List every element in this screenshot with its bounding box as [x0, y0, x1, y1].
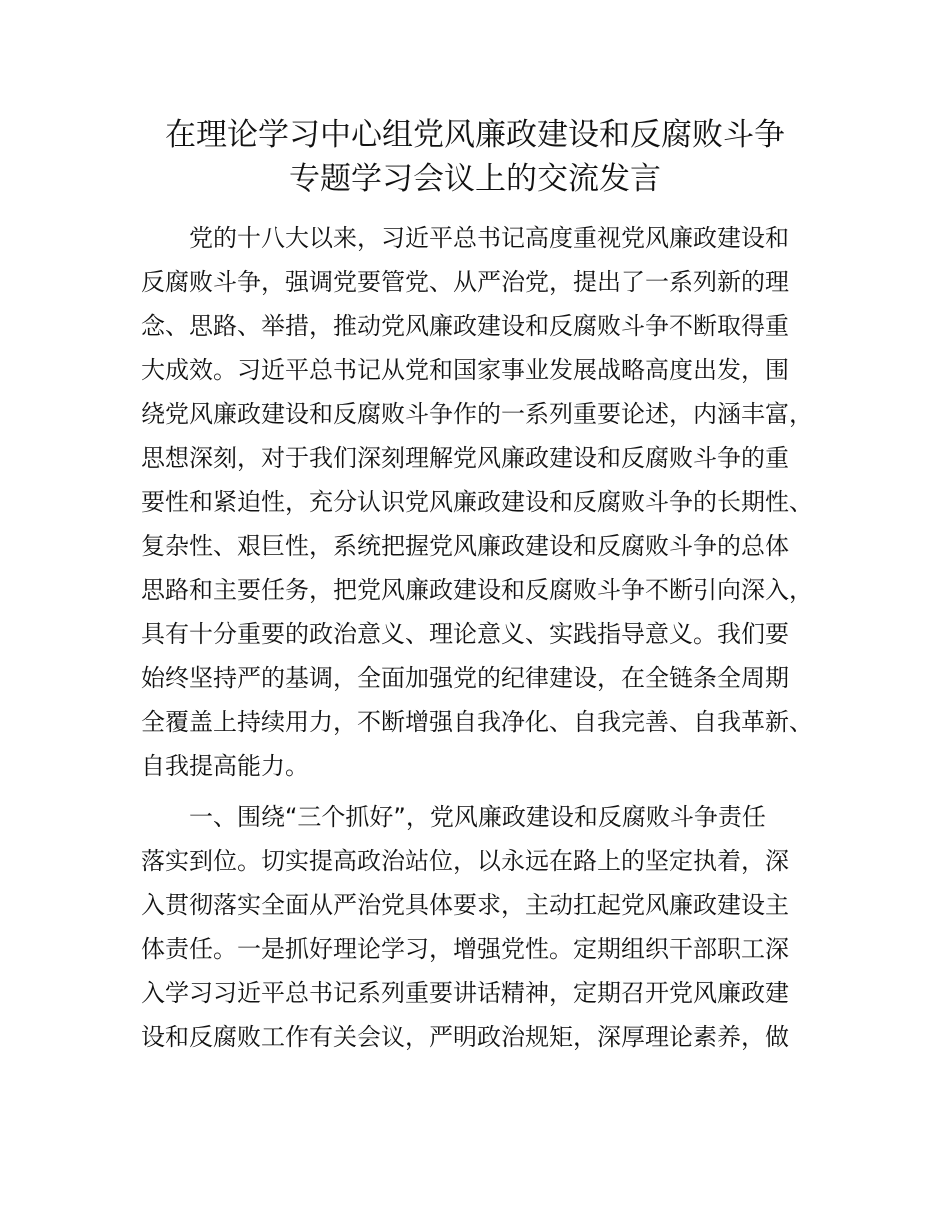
paragraph-line: 一、围绕“三个抓好”，党风廉政建设和反腐败斗争责任	[189, 803, 766, 831]
paragraph-section-one	[141, 795, 821, 1059]
paragraph-line: 体责任。一是抓好理论学习，增强党性。定期组织干部职工深	[141, 935, 789, 963]
paragraph-line: 始终坚持严的基调，全面加强党的纪律建设，在全链条全周期	[141, 664, 789, 692]
paragraph-intro	[141, 216, 821, 788]
paragraph-line: 思路和主要任务，把党风廉政建设和反腐败斗争不断引向深入，	[141, 576, 813, 604]
document-body	[141, 216, 821, 1059]
paragraph-line: 思想深刻，对于我们深刻理解党风廉政建设和反腐败斗争的重	[141, 444, 789, 472]
paragraph-line: 入学习习近平总书记系列重要讲话精神，定期召开党风廉政建	[141, 979, 789, 1007]
paragraph-spacer	[141, 788, 821, 795]
paragraph-line: 大成效。习近平总书记从党和国家事业发展战略高度出发，围	[141, 356, 789, 384]
paragraph-line: 落实到位。切实提高政治站位，以永远在路上的坚定执着，深	[141, 847, 789, 875]
paragraph-line: 设和反腐败工作有关会议，严明政治规矩，深厚理论素养，做	[141, 1023, 789, 1051]
paragraph-line: 入贯彻落实全面从严治党具体要求，主动扛起党风廉政建设主	[141, 891, 789, 919]
paragraph-line: 具有十分重要的政治意义、理论意义、实践指导意义。我们要	[141, 620, 789, 648]
paragraph-line: 全覆盖上持续用力，不断增强自我净化、自我完善、自我革新、	[141, 708, 813, 736]
paragraph-line: 复杂性、艰巨性，系统把握党风廉政建设和反腐败斗争的总体	[141, 532, 789, 560]
paragraph-line: 念、思路、举措，推动党风廉政建设和反腐败斗争不断取得重	[141, 312, 789, 340]
document-title-line-2: 专题学习会议上的交流发言	[289, 161, 661, 197]
paragraph-line: 要性和紧迫性，充分认识党风廉政建设和反腐败斗争的长期性、	[141, 488, 813, 516]
paragraph-line: 自我提高能力。	[141, 752, 309, 780]
paragraph-line: 反腐败斗争，强调党要管党、从严治党，提出了一系列新的理	[141, 268, 789, 296]
paragraph-line: 绕党风廉政建设和反腐败斗争作的一系列重要论述，内涵丰富，	[141, 400, 813, 428]
paragraph-line: 党的十八大以来，习近平总书记高度重视党风廉政建设和	[189, 224, 789, 252]
document-title-line-1: 在理论学习中心组党风廉政建设和反腐败斗争	[165, 117, 785, 153]
